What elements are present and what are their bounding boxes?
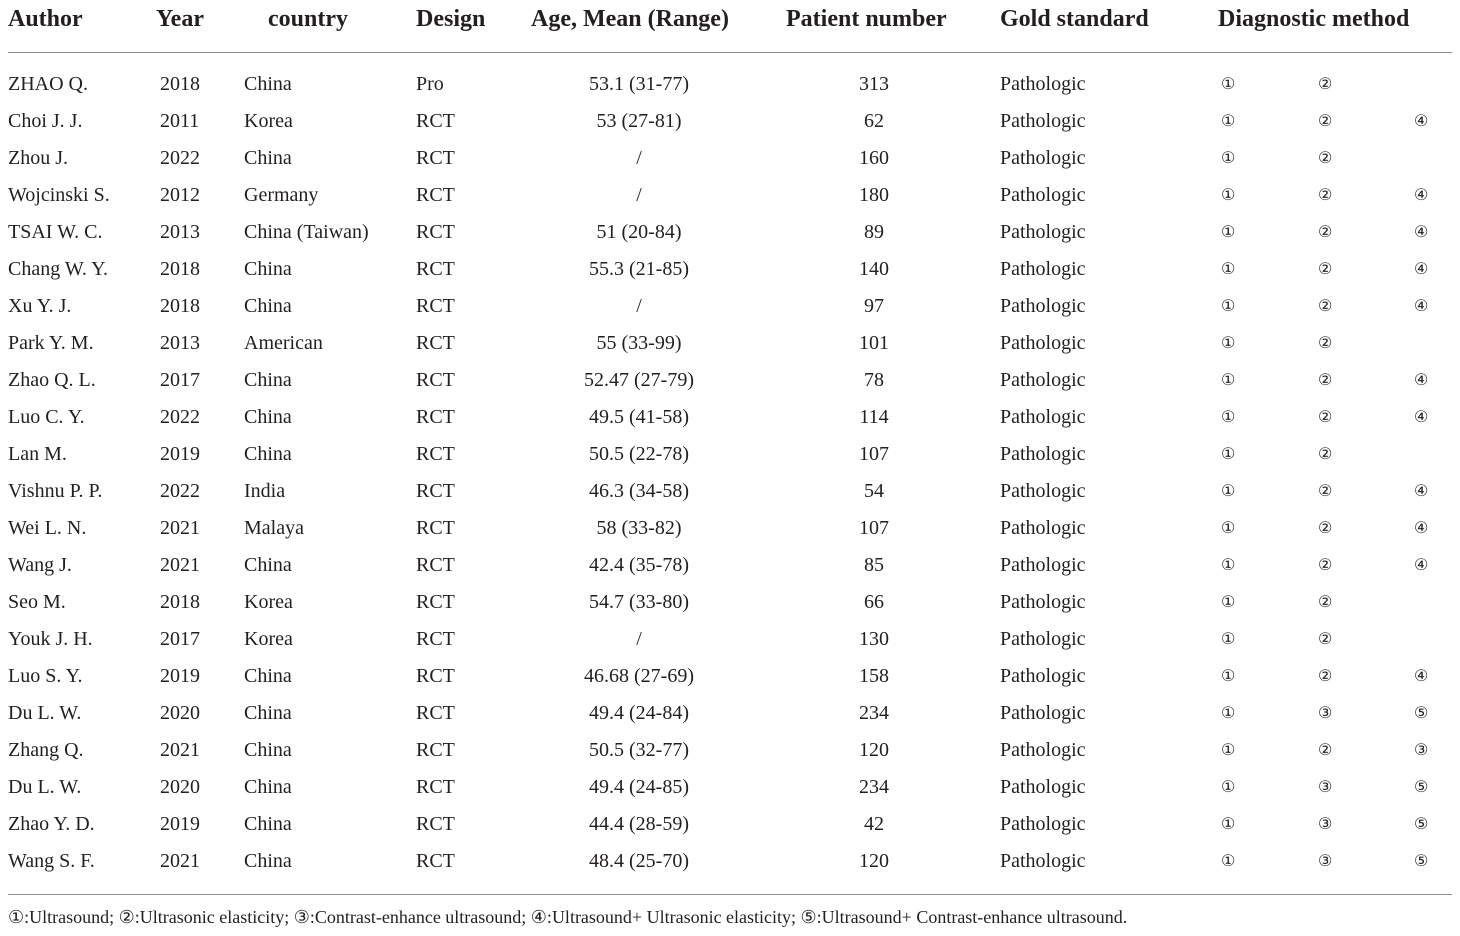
- table-row: [0, 621, 1460, 658]
- cell-author: Vishnu P. P.: [8, 480, 103, 502]
- cell-author: Du L. W.: [8, 702, 82, 724]
- cell-diagnostic-method-3: ④: [1414, 372, 1429, 389]
- cell-diagnostic-method-2: ②: [1318, 594, 1333, 611]
- cell-author: Du L. W.: [8, 776, 82, 798]
- cell-patient-number: 234: [859, 702, 889, 724]
- cell-diagnostic-method-1: ①: [1221, 409, 1236, 426]
- cell-diagnostic-method-1: ①: [1221, 446, 1236, 463]
- cell-age: 50.5 (22-78): [589, 443, 689, 465]
- table-row: [0, 177, 1460, 214]
- cell-patient-number: 54: [864, 480, 884, 502]
- cell-year: 2019: [160, 443, 200, 465]
- cell-diagnostic-method-2: ②: [1318, 742, 1333, 759]
- cell-age: 53 (27-81): [596, 110, 682, 132]
- cell-year: 2019: [160, 665, 200, 687]
- cell-patient-number: 97: [864, 295, 884, 317]
- cell-diagnostic-method-2: ②: [1318, 335, 1333, 352]
- cell-diagnostic-method-3: ④: [1414, 187, 1429, 204]
- footer-divider: [8, 894, 1452, 895]
- cell-age: /: [636, 184, 642, 206]
- table-row: [0, 584, 1460, 621]
- cell-gold-standard: Pathologic: [1000, 258, 1086, 280]
- cell-patient-number: 313: [859, 73, 889, 95]
- cell-design: RCT: [416, 406, 455, 428]
- cell-patient-number: 85: [864, 554, 884, 576]
- cell-patient-number: 62: [864, 110, 884, 132]
- cell-year: 2019: [160, 813, 200, 835]
- cell-age: 46.3 (34-58): [589, 480, 689, 502]
- cell-design: RCT: [416, 628, 455, 650]
- cell-year: 2018: [160, 295, 200, 317]
- cell-design: RCT: [416, 258, 455, 280]
- cell-gold-standard: Pathologic: [1000, 332, 1086, 354]
- cell-age: 55 (33-99): [596, 332, 682, 354]
- cell-diagnostic-method-2: ②: [1318, 483, 1333, 500]
- cell-gold-standard: Pathologic: [1000, 221, 1086, 243]
- table-row: [0, 214, 1460, 251]
- cell-diagnostic-method-3: ⑤: [1414, 779, 1429, 796]
- header-design: Design: [416, 6, 486, 32]
- cell-age: 42.4 (35-78): [589, 554, 689, 576]
- cell-diagnostic-method-1: ①: [1221, 335, 1236, 352]
- table-row: [0, 473, 1460, 510]
- cell-author: Wang S. F.: [8, 850, 95, 872]
- cell-patient-number: 78: [864, 369, 884, 391]
- cell-gold-standard: Pathologic: [1000, 591, 1086, 613]
- table-row: [0, 325, 1460, 362]
- cell-author: Luo S. Y.: [8, 665, 83, 687]
- cell-design: RCT: [416, 184, 455, 206]
- table-row: [0, 251, 1460, 288]
- cell-diagnostic-method-1: ①: [1221, 261, 1236, 278]
- cell-country: China: [244, 258, 292, 280]
- table-row: [0, 658, 1460, 695]
- cell-design: RCT: [416, 110, 455, 132]
- cell-design: RCT: [416, 850, 455, 872]
- cell-diagnostic-method-3: ④: [1414, 409, 1429, 426]
- cell-diagnostic-method-1: ①: [1221, 113, 1236, 130]
- table-row: [0, 843, 1460, 880]
- cell-year: 2022: [160, 480, 200, 502]
- cell-author: ZHAO Q.: [8, 73, 88, 95]
- cell-design: RCT: [416, 517, 455, 539]
- cell-patient-number: 234: [859, 776, 889, 798]
- cell-country: China: [244, 665, 292, 687]
- cell-country: China: [244, 295, 292, 317]
- cell-age: /: [636, 628, 642, 650]
- cell-patient-number: 160: [859, 147, 889, 169]
- cell-patient-number: 158: [859, 665, 889, 687]
- cell-country: China: [244, 443, 292, 465]
- table-row: [0, 362, 1460, 399]
- cell-design: RCT: [416, 369, 455, 391]
- cell-diagnostic-method-3: ④: [1414, 224, 1429, 241]
- cell-design: RCT: [416, 739, 455, 761]
- cell-diagnostic-method-1: ①: [1221, 557, 1236, 574]
- cell-diagnostic-method-1: ①: [1221, 520, 1236, 537]
- cell-gold-standard: Pathologic: [1000, 517, 1086, 539]
- cell-country: Korea: [244, 110, 293, 132]
- cell-gold-standard: Pathologic: [1000, 776, 1086, 798]
- cell-year: 2013: [160, 221, 200, 243]
- cell-diagnostic-method-1: ①: [1221, 298, 1236, 315]
- table-row: [0, 399, 1460, 436]
- cell-gold-standard: Pathologic: [1000, 480, 1086, 502]
- cell-gold-standard: Pathologic: [1000, 739, 1086, 761]
- cell-diagnostic-method-2: ②: [1318, 557, 1333, 574]
- cell-patient-number: 140: [859, 258, 889, 280]
- cell-gold-standard: Pathologic: [1000, 702, 1086, 724]
- cell-country: China: [244, 73, 292, 95]
- table-body: [0, 66, 1460, 880]
- table-row: [0, 547, 1460, 584]
- cell-diagnostic-method-3: ④: [1414, 483, 1429, 500]
- cell-diagnostic-method-2: ③: [1318, 816, 1333, 833]
- cell-gold-standard: Pathologic: [1000, 443, 1086, 465]
- cell-design: RCT: [416, 443, 455, 465]
- cell-country: China: [244, 369, 292, 391]
- cell-year: 2022: [160, 406, 200, 428]
- cell-country: China: [244, 813, 292, 835]
- cell-year: 2018: [160, 73, 200, 95]
- cell-diagnostic-method-3: ⑤: [1414, 853, 1429, 870]
- cell-gold-standard: Pathologic: [1000, 369, 1086, 391]
- cell-diagnostic-method-2: ②: [1318, 631, 1333, 648]
- cell-diagnostic-method-1: ①: [1221, 150, 1236, 167]
- cell-country: Germany: [244, 184, 319, 206]
- cell-year: 2012: [160, 184, 200, 206]
- cell-diagnostic-method-3: ④: [1414, 261, 1429, 278]
- cell-author: Wojcinski S.: [8, 184, 110, 206]
- cell-age: 52.47 (27-79): [584, 369, 694, 391]
- cell-author: Chang W. Y.: [8, 258, 109, 280]
- cell-patient-number: 130: [859, 628, 889, 650]
- cell-diagnostic-method-2: ②: [1318, 224, 1333, 241]
- cell-diagnostic-method-1: ①: [1221, 372, 1236, 389]
- cell-gold-standard: Pathologic: [1000, 295, 1086, 317]
- cell-author: Xu Y. J.: [8, 295, 72, 317]
- cell-age: 58 (33-82): [596, 517, 682, 539]
- cell-design: RCT: [416, 221, 455, 243]
- cell-diagnostic-method-2: ②: [1318, 668, 1333, 685]
- cell-patient-number: 107: [859, 443, 889, 465]
- cell-diagnostic-method-3: ⑤: [1414, 705, 1429, 722]
- cell-country: China: [244, 850, 292, 872]
- cell-country: China: [244, 147, 292, 169]
- cell-year: 2018: [160, 258, 200, 280]
- cell-diagnostic-method-1: ①: [1221, 705, 1236, 722]
- cell-diagnostic-method-3: ④: [1414, 520, 1429, 537]
- cell-patient-number: 66: [864, 591, 884, 613]
- cell-design: RCT: [416, 480, 455, 502]
- cell-year: 2017: [160, 369, 200, 391]
- cell-age: 49.5 (41-58): [589, 406, 689, 428]
- cell-age: 44.4 (28-59): [589, 813, 689, 835]
- cell-design: RCT: [416, 147, 455, 169]
- cell-diagnostic-method-3: ④: [1414, 668, 1429, 685]
- cell-author: Lan M.: [8, 443, 67, 465]
- table-row: [0, 695, 1460, 732]
- cell-year: 2013: [160, 332, 200, 354]
- header-country: country: [268, 6, 348, 32]
- cell-gold-standard: Pathologic: [1000, 110, 1086, 132]
- header-patient-number: Patient number: [786, 6, 947, 32]
- table-row: [0, 510, 1460, 547]
- cell-diagnostic-method-2: ②: [1318, 520, 1333, 537]
- cell-diagnostic-method-1: ①: [1221, 668, 1236, 685]
- cell-diagnostic-method-2: ③: [1318, 853, 1333, 870]
- cell-diagnostic-method-2: ②: [1318, 150, 1333, 167]
- cell-author: Wang J.: [8, 554, 72, 576]
- cell-diagnostic-method-2: ②: [1318, 113, 1333, 130]
- cell-author: Choi J. J.: [8, 110, 83, 132]
- cell-diagnostic-method-1: ①: [1221, 224, 1236, 241]
- cell-patient-number: 42: [864, 813, 884, 835]
- header-gold-standard: Gold standard: [1000, 6, 1149, 32]
- header-divider: [8, 52, 1452, 53]
- table-footnote: ①:Ultrasound; ②:Ultrasonic elasticity; ③:Contrast-enhance ultrasound; ④:Ultrasound+ Ultrasonic elasticity; ⑤:Ultrasound+ Contrast-enhance ultrasound.: [8, 907, 1128, 927]
- cell-country: China: [244, 739, 292, 761]
- table-row: [0, 103, 1460, 140]
- cell-design: RCT: [416, 776, 455, 798]
- cell-diagnostic-method-3: ④: [1414, 113, 1429, 130]
- cell-country: China: [244, 554, 292, 576]
- cell-design: RCT: [416, 295, 455, 317]
- cell-design: RCT: [416, 702, 455, 724]
- cell-year: 2020: [160, 776, 200, 798]
- cell-age: 48.4 (25-70): [589, 850, 689, 872]
- table-row: [0, 288, 1460, 325]
- table-row: [0, 732, 1460, 769]
- cell-year: 2018: [160, 591, 200, 613]
- cell-country: China: [244, 776, 292, 798]
- cell-patient-number: 114: [859, 406, 889, 428]
- cell-diagnostic-method-1: ①: [1221, 631, 1236, 648]
- table-row: [0, 140, 1460, 177]
- table-row: [0, 436, 1460, 473]
- cell-gold-standard: Pathologic: [1000, 628, 1086, 650]
- cell-age: 51 (20-84): [596, 221, 682, 243]
- cell-author: Youk J. H.: [8, 628, 93, 650]
- cell-year: 2011: [160, 110, 200, 132]
- cell-author: Park Y. M.: [8, 332, 94, 354]
- cell-author: Zhao Q. L.: [8, 369, 96, 391]
- cell-design: RCT: [416, 554, 455, 576]
- cell-gold-standard: Pathologic: [1000, 147, 1086, 169]
- cell-diagnostic-method-2: ②: [1318, 372, 1333, 389]
- cell-diagnostic-method-2: ②: [1318, 409, 1333, 426]
- cell-patient-number: 101: [859, 332, 889, 354]
- cell-design: RCT: [416, 591, 455, 613]
- cell-diagnostic-method-2: ②: [1318, 261, 1333, 278]
- cell-patient-number: 180: [859, 184, 889, 206]
- cell-design: RCT: [416, 332, 455, 354]
- cell-diagnostic-method-3: ⑤: [1414, 816, 1429, 833]
- cell-author: Zhang Q.: [8, 739, 84, 761]
- cell-diagnostic-method-3: ③: [1414, 742, 1429, 759]
- cell-gold-standard: Pathologic: [1000, 850, 1086, 872]
- cell-author: Zhao Y. D.: [8, 813, 95, 835]
- cell-patient-number: 107: [859, 517, 889, 539]
- cell-country: Korea: [244, 591, 293, 613]
- cell-age: 55.3 (21-85): [589, 258, 689, 280]
- table-row: [0, 806, 1460, 843]
- table-row: [0, 769, 1460, 806]
- cell-country: China: [244, 406, 292, 428]
- cell-age: 49.4 (24-85): [589, 776, 689, 798]
- table-row: [0, 66, 1460, 103]
- cell-year: 2021: [160, 554, 200, 576]
- cell-gold-standard: Pathologic: [1000, 73, 1086, 95]
- cell-diagnostic-method-1: ①: [1221, 779, 1236, 796]
- cell-country: India: [244, 480, 286, 502]
- cell-design: RCT: [416, 813, 455, 835]
- cell-diagnostic-method-1: ①: [1221, 742, 1236, 759]
- cell-year: 2022: [160, 147, 200, 169]
- cell-diagnostic-method-2: ②: [1318, 298, 1333, 315]
- cell-age: 53.1 (31-77): [589, 73, 689, 95]
- cell-author: Luo C. Y.: [8, 406, 85, 428]
- cell-year: 2017: [160, 628, 200, 650]
- cell-author: Zhou J.: [8, 147, 68, 169]
- cell-diagnostic-method-1: ①: [1221, 816, 1236, 833]
- cell-gold-standard: Pathologic: [1000, 665, 1086, 687]
- cell-year: 2021: [160, 517, 200, 539]
- cell-diagnostic-method-2: ③: [1318, 705, 1333, 722]
- cell-country: American: [244, 332, 323, 354]
- cell-diagnostic-method-1: ①: [1221, 187, 1236, 204]
- cell-patient-number: 120: [859, 739, 889, 761]
- header-age: Age, Mean (Range): [531, 6, 729, 32]
- cell-gold-standard: Pathologic: [1000, 554, 1086, 576]
- cell-gold-standard: Pathologic: [1000, 184, 1086, 206]
- cell-year: 2021: [160, 739, 200, 761]
- cell-diagnostic-method-2: ②: [1318, 446, 1333, 463]
- cell-age: 46.68 (27-69): [584, 665, 694, 687]
- cell-patient-number: 89: [864, 221, 884, 243]
- cell-design: RCT: [416, 665, 455, 687]
- cell-country: Korea: [244, 628, 293, 650]
- cell-patient-number: 120: [859, 850, 889, 872]
- cell-diagnostic-method-1: ①: [1221, 76, 1236, 93]
- cell-age: /: [636, 147, 642, 169]
- cell-country: Malaya: [244, 517, 304, 539]
- cell-country: China: [244, 702, 292, 724]
- cell-gold-standard: Pathologic: [1000, 813, 1086, 835]
- cell-gold-standard: Pathologic: [1000, 406, 1086, 428]
- cell-author: TSAI W. C.: [8, 221, 103, 243]
- cell-diagnostic-method-1: ①: [1221, 853, 1236, 870]
- cell-year: 2021: [160, 850, 200, 872]
- cell-age: /: [636, 295, 642, 317]
- cell-age: 54.7 (33-80): [589, 591, 689, 613]
- cell-country: China (Taiwan): [244, 221, 369, 243]
- cell-diagnostic-method-1: ①: [1221, 594, 1236, 611]
- cell-year: 2020: [160, 702, 200, 724]
- header-year: Year: [156, 6, 204, 32]
- cell-author: Seo M.: [8, 591, 66, 613]
- cell-diagnostic-method-2: ②: [1318, 76, 1333, 93]
- cell-design: Pro: [416, 73, 444, 95]
- cell-diagnostic-method-2: ②: [1318, 187, 1333, 204]
- cell-diagnostic-method-1: ①: [1221, 483, 1236, 500]
- cell-age: 50.5 (32-77): [589, 739, 689, 761]
- header-author: Author: [8, 6, 83, 32]
- cell-author: Wei L. N.: [8, 517, 87, 539]
- header-diagnostic-method: Diagnostic method: [1218, 6, 1410, 32]
- cell-diagnostic-method-3: ④: [1414, 557, 1429, 574]
- cell-age: 49.4 (24-84): [589, 702, 689, 724]
- cell-diagnostic-method-2: ③: [1318, 779, 1333, 796]
- cell-diagnostic-method-3: ④: [1414, 298, 1429, 315]
